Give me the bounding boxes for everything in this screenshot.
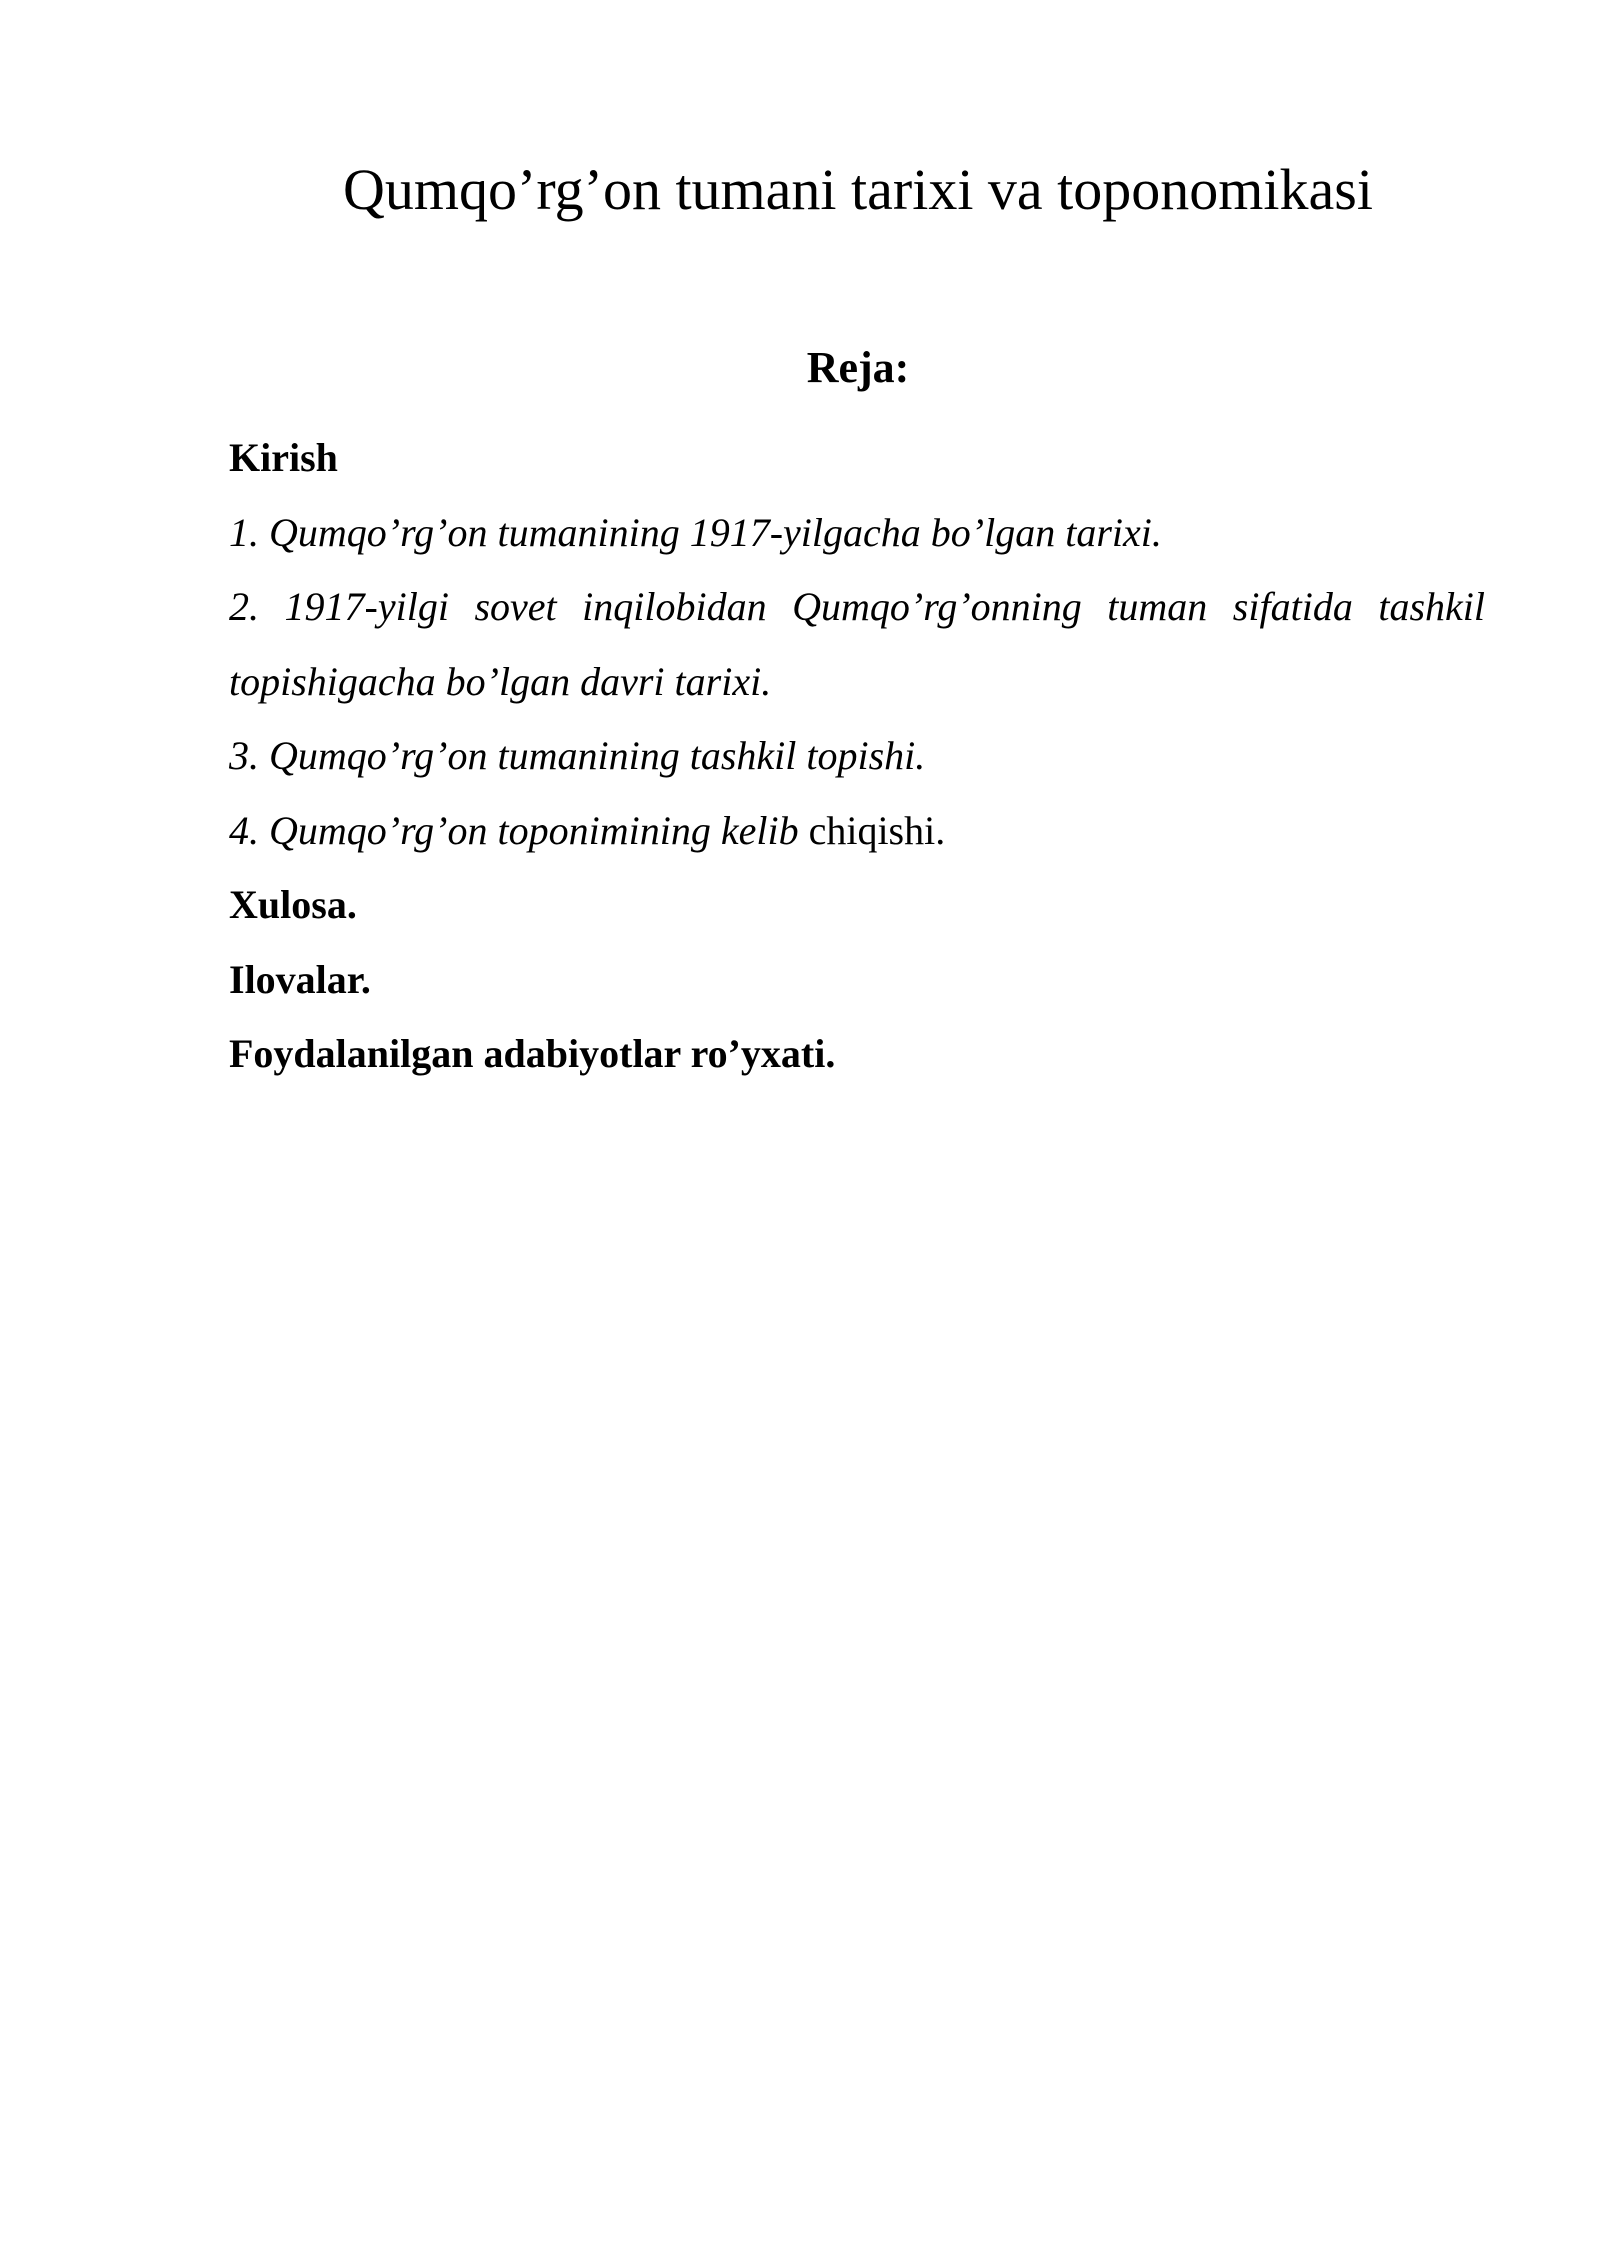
plan-conclusion: Xulosa. [229,882,357,927]
plan-item-4-regular: chiqishi. [798,807,946,853]
plan-item-2: 2. 1917-yilgi sovet inqilobidan Qumqo’rg’onning tuman sifatida tashkil topishigacha bo’lgan davri tarixi. [229,584,1485,704]
plan-item-4 [229,794,1485,869]
plan-item-3: 3. Qumqo’rg’on tumanining tashkil topishi. [229,733,926,778]
plan-intro: Kirish [229,435,338,480]
plan-list [229,421,1485,1092]
plan-item-4-italic: 4. Qumqo’rg’on toponimining kelib [229,807,799,853]
plan-item-1: 1. Qumqo’rg’on tumanining 1917-yilgacha bo’lgan tarixi. [229,509,1162,555]
plan-references: Foydalanilgan adabiyotlar ro’yxati. [229,1031,836,1076]
plan-appendices: Ilovalar. [229,956,371,1002]
document-title: Qumqo’rg’on tumani tarixi va toponomikasi [343,157,1373,222]
plan-heading: Reja: [806,343,910,392]
